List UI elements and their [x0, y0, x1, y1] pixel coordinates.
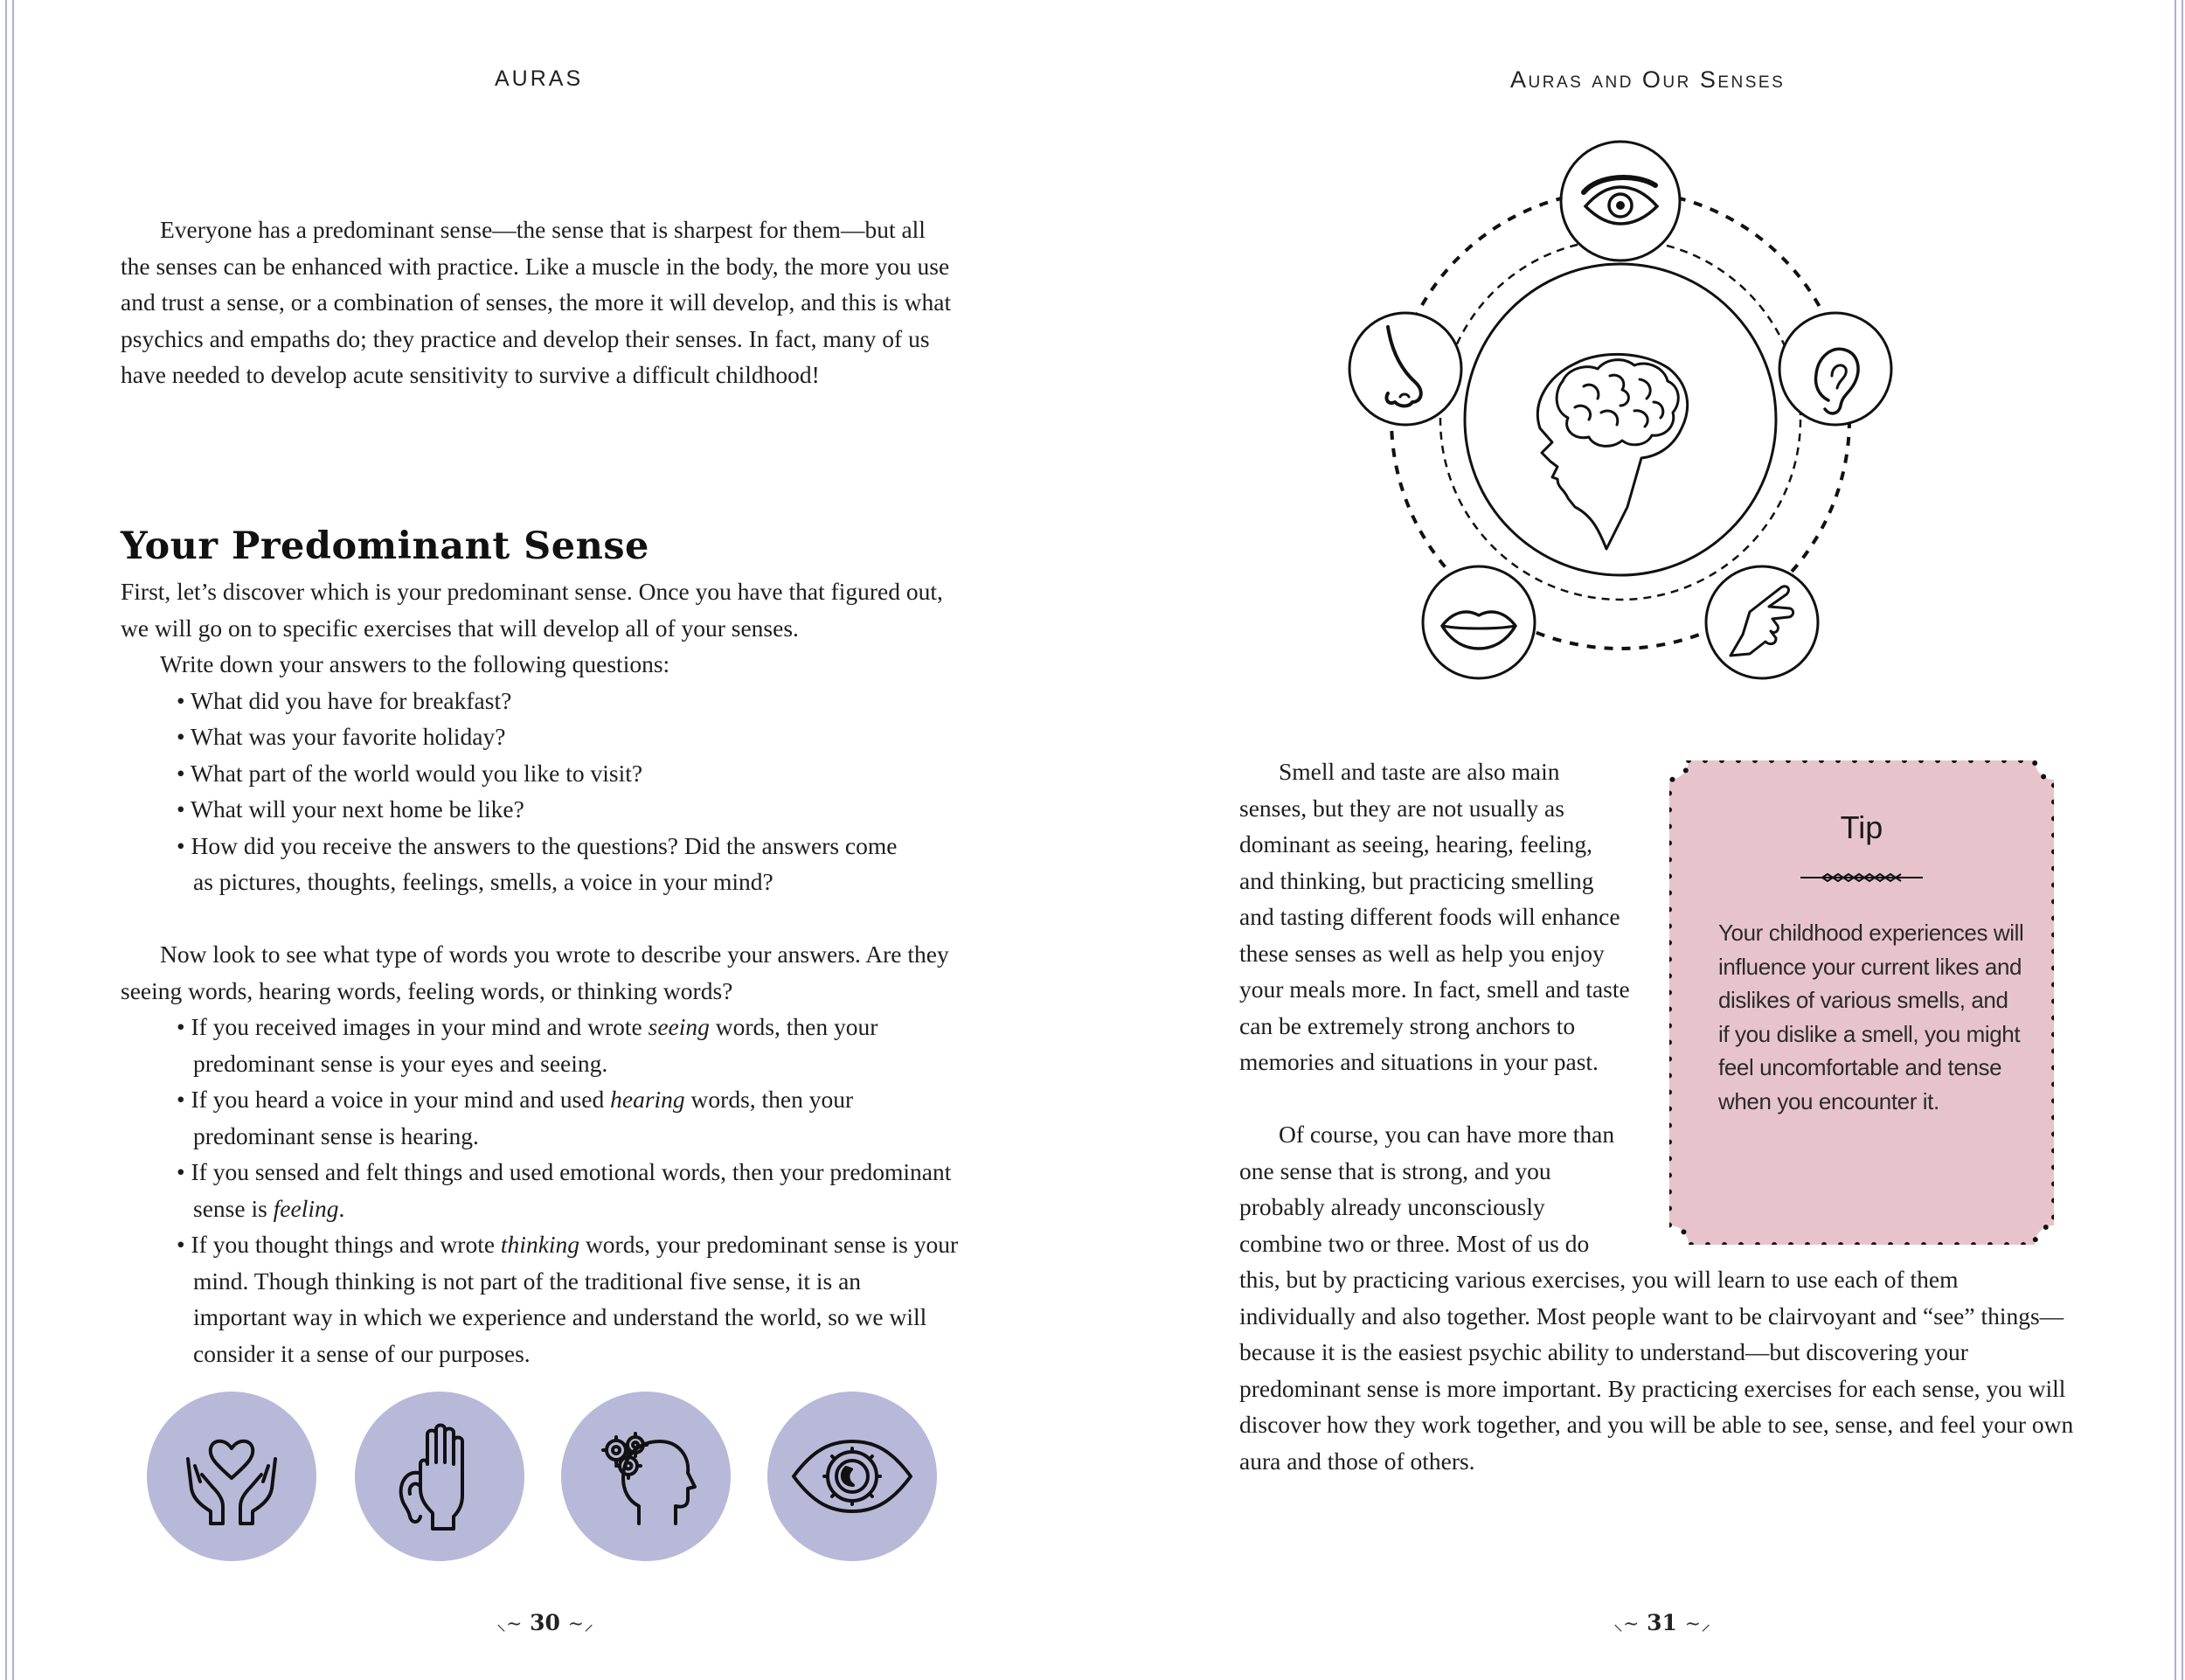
tip-box: [1669, 760, 2054, 1245]
paragraph1-block: [1239, 753, 1633, 1080]
hand-ear-icon: [355, 1392, 524, 1561]
question-item: • What part of the world would you like to visit?: [121, 755, 960, 792]
first-paragraph: First, let’s discover which is your predominant sense. Once you have that figured out, we will go on to specific exercises that will develop all of your senses.: [121, 578, 943, 642]
page-number: 31: [1647, 1610, 1677, 1635]
question-item: • What will your next home be like?: [121, 791, 960, 828]
senses-diagram: [1339, 140, 1898, 699]
intro-paragraph: Everyone has a predominant sense—the sense that is sharpest for them—but all the senses can be enhanced with practice. Like a muscle in the body, the more you use and trust a sense, or a combination of senses, the more it will develop, and this is what psychics and empaths do; they practice and develop their senses. In fact, many of us have needed to develop acute sensitivity to survive a difficult childhood!: [121, 216, 952, 388]
page-number: 30: [530, 1610, 560, 1635]
right-page: [1092, 0, 2185, 1680]
sense-item: • If you heard a voice in your mind and used hearing words, then your predominant sense is hearing.: [121, 1081, 960, 1154]
left-page: [0, 0, 1092, 1680]
hands-heart-icon: [147, 1392, 316, 1561]
head-gears-icon: [561, 1392, 731, 1561]
intro-paragraph-block: [121, 212, 960, 393]
lips-icon: [1423, 566, 1535, 678]
paragraph2: Of course, you can have more than one sense that is strong, and you probably already unconsciously combine two or three. Most of us do: [1239, 1121, 1615, 1257]
instruction-text: Write down your answers to the following questions:: [160, 650, 670, 677]
sense-item: • If you sensed and felt things and used emotional words, then your predominant sense is feeling.: [121, 1154, 960, 1226]
tip-body: Your childhood experiences will influence your current likes and dislikes of various smells, and if you dislike a smell, you might feel uncomfortable and tense when you encounter it.: [1718, 920, 2024, 1114]
running-head-left: AURAS: [495, 66, 584, 91]
eye-icon: [1561, 142, 1680, 260]
paragraph2-continued: this, but by practicing various exercises, you will learn to use each of them individually and also together. Most people want to be clairvoyant and “see” things—because it is the easiest psychic ability to understand—but discovering your predominant sense is more important. By practicing exercises for each sense, you will discover how they work together, and you will be able to see, sense, and feel your own aura and those of others.: [1239, 1266, 2074, 1475]
sense-item: • If you received images in your mind and wrote seeing words, then your predominant sense is your eyes and seeing.: [121, 1009, 960, 1081]
folio-left: [496, 1610, 593, 1636]
paragraph2-narrow: [1239, 1116, 1633, 1261]
folio-ornament-left: ⸜~: [496, 1614, 523, 1635]
eye-icon: [767, 1392, 937, 1561]
question-item: • How did you receive the answers to the questions? Did the answers come as pictures, thoughts, feelings, smells, a voice in your mind?: [121, 828, 960, 900]
folio-ornament-right: ~⸝: [567, 1614, 594, 1635]
folio-ornament-right: ~⸝: [1684, 1614, 1711, 1635]
ear-icon: [1779, 313, 1891, 425]
question-item: • What did you have for breakfast?: [121, 683, 960, 719]
nose-icon: [1349, 313, 1461, 425]
page-edge-line: [2182, 0, 2183, 1680]
running-head-right: Auras and Our Senses: [1510, 66, 1786, 93]
sense-item: • If you thought things and wrote thinking words, your predominant sense is your mind. Though thinking is not part of the traditional five sense, it is an important way in which we experience and understand the world, so we will consider it a sense of our purposes.: [121, 1226, 960, 1371]
page-edge-line: [5, 0, 7, 1680]
paragraph2-wide: [1239, 1261, 2078, 1479]
paragraph1: Smell and taste are also main senses, but they are not usually as dominant as seeing, hearing, feeling, and thinking, but practicing smelling and tasting different foods will enhance these senses as well as help you enjoy your meals more. In fact, smell and taste can be extremely strong anchors to memories and situations in your past.: [1239, 758, 1630, 1075]
section-heading: Your Predominant Sense: [121, 524, 649, 568]
page-edge-line: [12, 0, 14, 1680]
hand-pointing-icon: [1706, 566, 1818, 678]
folio-ornament-left: ⸜~: [1613, 1614, 1640, 1635]
folio-right: [1613, 1610, 1710, 1636]
page-edge-line: [2175, 0, 2176, 1680]
spacer: [121, 900, 960, 937]
tip-title: Tip: [1840, 809, 1883, 845]
brain-head-icon: [1537, 354, 1687, 549]
section-body: [121, 573, 960, 1371]
words-paragraph: Now look to see what type of words you wrote to describe your answers. Are they seeing words, hearing words, feeling words, or thinking words?: [121, 941, 949, 1004]
question-item: • What was your favorite holiday?: [121, 719, 960, 755]
